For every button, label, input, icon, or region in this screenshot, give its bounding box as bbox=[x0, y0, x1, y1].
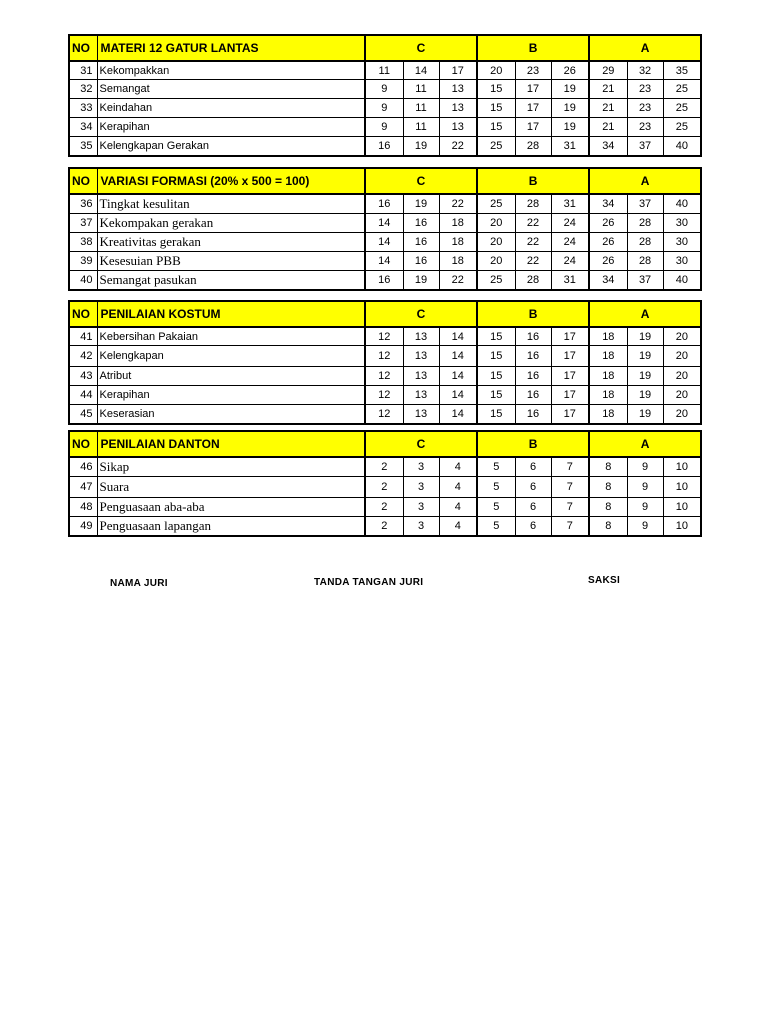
score-cell: 15 bbox=[477, 386, 515, 405]
score-cell: 11 bbox=[403, 99, 439, 118]
score-cell: 5 bbox=[477, 517, 515, 537]
section-header-row bbox=[69, 301, 701, 327]
score-cell: 19 bbox=[403, 194, 439, 214]
section-title: PENILAIAN DANTON bbox=[97, 431, 365, 457]
criteria-row bbox=[69, 271, 701, 291]
criteria-row bbox=[69, 99, 701, 118]
criteria-label: Kekompakan gerakan bbox=[97, 214, 365, 233]
score-cell: 28 bbox=[627, 214, 663, 233]
score-cell: 5 bbox=[477, 477, 515, 498]
criteria-label: Kerapihan bbox=[97, 118, 365, 137]
criteria-row bbox=[69, 137, 701, 157]
score-cell: 25 bbox=[477, 194, 515, 214]
score-cell: 10 bbox=[663, 498, 701, 517]
score-cell: 16 bbox=[515, 386, 551, 405]
score-cell: 15 bbox=[477, 80, 515, 99]
score-cell: 12 bbox=[365, 346, 403, 367]
score-cell: 3 bbox=[403, 498, 439, 517]
criteria-label: Keserasian bbox=[97, 405, 365, 425]
criteria-label: Kekompakkan bbox=[97, 61, 365, 80]
score-cell: 25 bbox=[663, 80, 701, 99]
score-cell: 15 bbox=[477, 405, 515, 425]
criteria-row bbox=[69, 233, 701, 252]
score-cell: 25 bbox=[663, 118, 701, 137]
score-cell: 22 bbox=[439, 271, 477, 291]
criteria-label: Atribut bbox=[97, 367, 365, 386]
no-column-header: NO bbox=[69, 431, 97, 457]
score-cell: 18 bbox=[439, 252, 477, 271]
score-table-kostum bbox=[68, 300, 702, 425]
score-cell: 24 bbox=[551, 214, 589, 233]
score-cell: 23 bbox=[627, 118, 663, 137]
score-cell: 7 bbox=[551, 457, 589, 477]
score-cell: 24 bbox=[551, 252, 589, 271]
score-cell: 19 bbox=[627, 327, 663, 346]
section-title: VARIASI FORMASI (20% x 500 = 100) bbox=[97, 168, 365, 194]
score-cell: 13 bbox=[439, 99, 477, 118]
score-cell: 20 bbox=[663, 367, 701, 386]
score-cell: 20 bbox=[477, 214, 515, 233]
score-cell: 17 bbox=[551, 386, 589, 405]
criteria-label: Kelengkapan bbox=[97, 346, 365, 367]
criteria-row bbox=[69, 386, 701, 405]
score-cell: 16 bbox=[515, 346, 551, 367]
score-cell: 8 bbox=[589, 498, 627, 517]
score-cell: 22 bbox=[439, 137, 477, 157]
nama-juri-label: NAMA JURI bbox=[110, 578, 168, 589]
score-cell: 29 bbox=[589, 61, 627, 80]
score-cell: 20 bbox=[477, 252, 515, 271]
score-cell: 31 bbox=[551, 194, 589, 214]
score-cell: 19 bbox=[627, 346, 663, 367]
row-number: 48 bbox=[69, 498, 97, 517]
score-cell: 17 bbox=[515, 99, 551, 118]
score-cell: 17 bbox=[439, 61, 477, 80]
score-cell: 30 bbox=[663, 214, 701, 233]
score-cell: 9 bbox=[365, 118, 403, 137]
score-cell: 14 bbox=[439, 327, 477, 346]
row-number: 41 bbox=[69, 327, 97, 346]
score-cell: 9 bbox=[627, 517, 663, 537]
score-cell: 17 bbox=[551, 405, 589, 425]
score-cell: 20 bbox=[477, 233, 515, 252]
criteria-row bbox=[69, 405, 701, 425]
score-cell: 5 bbox=[477, 498, 515, 517]
score-cell: 13 bbox=[403, 346, 439, 367]
criteria-label: Semangat pasukan bbox=[97, 271, 365, 291]
score-cell: 19 bbox=[627, 367, 663, 386]
score-cell: 18 bbox=[589, 405, 627, 425]
section-header-row bbox=[69, 168, 701, 194]
grade-group-header-b: B bbox=[477, 301, 589, 327]
score-cell: 11 bbox=[403, 80, 439, 99]
criteria-row bbox=[69, 61, 701, 80]
criteria-row bbox=[69, 194, 701, 214]
row-number: 44 bbox=[69, 386, 97, 405]
row-number: 32 bbox=[69, 80, 97, 99]
score-cell: 16 bbox=[515, 327, 551, 346]
score-cell: 16 bbox=[365, 194, 403, 214]
row-number: 49 bbox=[69, 517, 97, 537]
score-cell: 5 bbox=[477, 457, 515, 477]
score-cell: 40 bbox=[663, 271, 701, 291]
grade-group-header-c: C bbox=[365, 168, 477, 194]
section-title: PENILAIAN KOSTUM bbox=[97, 301, 365, 327]
score-cell: 10 bbox=[663, 517, 701, 537]
score-cell: 14 bbox=[365, 233, 403, 252]
score-cell: 34 bbox=[589, 194, 627, 214]
score-cell: 35 bbox=[663, 61, 701, 80]
score-cell: 6 bbox=[515, 498, 551, 517]
row-number: 36 bbox=[69, 194, 97, 214]
score-cell: 2 bbox=[365, 498, 403, 517]
score-cell: 15 bbox=[477, 118, 515, 137]
score-cell: 12 bbox=[365, 367, 403, 386]
score-cell: 30 bbox=[663, 252, 701, 271]
section-header-row bbox=[69, 431, 701, 457]
score-cell: 22 bbox=[515, 214, 551, 233]
score-cell: 14 bbox=[439, 405, 477, 425]
score-cell: 12 bbox=[365, 386, 403, 405]
grade-group-header-a: A bbox=[589, 301, 701, 327]
score-cell: 14 bbox=[439, 346, 477, 367]
grade-group-header-a: A bbox=[589, 431, 701, 457]
score-cell: 25 bbox=[477, 137, 515, 157]
score-cell: 6 bbox=[515, 477, 551, 498]
row-number: 45 bbox=[69, 405, 97, 425]
score-cell: 6 bbox=[515, 457, 551, 477]
score-cell: 16 bbox=[403, 252, 439, 271]
criteria-row bbox=[69, 252, 701, 271]
row-number: 46 bbox=[69, 457, 97, 477]
score-cell: 25 bbox=[477, 271, 515, 291]
score-cell: 16 bbox=[403, 233, 439, 252]
criteria-label: Tingkat kesulitan bbox=[97, 194, 365, 214]
score-cell: 14 bbox=[365, 252, 403, 271]
score-cell: 19 bbox=[551, 99, 589, 118]
score-cell: 14 bbox=[403, 61, 439, 80]
saksi-label: SAKSI bbox=[588, 575, 621, 586]
score-cell: 17 bbox=[551, 327, 589, 346]
score-cell: 16 bbox=[365, 137, 403, 157]
row-number: 42 bbox=[69, 346, 97, 367]
score-cell: 18 bbox=[589, 367, 627, 386]
row-number: 37 bbox=[69, 214, 97, 233]
score-cell: 7 bbox=[551, 517, 589, 537]
score-cell: 9 bbox=[627, 457, 663, 477]
grade-group-header-b: B bbox=[477, 431, 589, 457]
score-cell: 20 bbox=[477, 61, 515, 80]
score-cell: 31 bbox=[551, 271, 589, 291]
score-cell: 8 bbox=[589, 517, 627, 537]
score-cell: 17 bbox=[551, 367, 589, 386]
tanda-tangan-juri-label: TANDA TANGAN JURI bbox=[314, 577, 424, 588]
score-cell: 14 bbox=[439, 367, 477, 386]
score-cell: 32 bbox=[627, 61, 663, 80]
score-cell: 26 bbox=[589, 252, 627, 271]
score-cell: 19 bbox=[551, 80, 589, 99]
no-column-header: NO bbox=[69, 35, 97, 61]
criteria-label: Kelengkapan Gerakan bbox=[97, 137, 365, 157]
score-cell: 13 bbox=[439, 80, 477, 99]
score-cell: 2 bbox=[365, 457, 403, 477]
score-cell: 31 bbox=[551, 137, 589, 157]
score-cell: 3 bbox=[403, 517, 439, 537]
score-cell: 18 bbox=[439, 233, 477, 252]
grade-group-header-c: C bbox=[365, 35, 477, 61]
criteria-label: Semangat bbox=[97, 80, 365, 99]
score-cell: 15 bbox=[477, 367, 515, 386]
score-cell: 8 bbox=[589, 477, 627, 498]
score-cell: 28 bbox=[515, 137, 551, 157]
score-cell: 19 bbox=[627, 386, 663, 405]
score-cell: 28 bbox=[515, 271, 551, 291]
grade-group-header-b: B bbox=[477, 35, 589, 61]
row-number: 39 bbox=[69, 252, 97, 271]
score-cell: 3 bbox=[403, 457, 439, 477]
score-cell: 25 bbox=[663, 99, 701, 118]
no-column-header: NO bbox=[69, 168, 97, 194]
score-cell: 10 bbox=[663, 477, 701, 498]
score-cell: 16 bbox=[515, 405, 551, 425]
score-cell: 28 bbox=[627, 252, 663, 271]
score-cell: 19 bbox=[403, 137, 439, 157]
score-cell: 22 bbox=[515, 252, 551, 271]
grade-group-header-c: C bbox=[365, 301, 477, 327]
score-cell: 40 bbox=[663, 137, 701, 157]
score-cell: 14 bbox=[439, 386, 477, 405]
score-cell: 19 bbox=[403, 271, 439, 291]
score-cell: 17 bbox=[515, 118, 551, 137]
score-cell: 6 bbox=[515, 517, 551, 537]
row-number: 43 bbox=[69, 367, 97, 386]
score-cell: 2 bbox=[365, 517, 403, 537]
score-cell: 17 bbox=[551, 346, 589, 367]
score-cell: 37 bbox=[627, 271, 663, 291]
score-cell: 8 bbox=[589, 457, 627, 477]
score-table-danton bbox=[68, 430, 702, 537]
score-cell: 17 bbox=[515, 80, 551, 99]
score-cell: 16 bbox=[365, 271, 403, 291]
score-cell: 26 bbox=[551, 61, 589, 80]
criteria-row bbox=[69, 517, 701, 537]
score-cell: 13 bbox=[403, 367, 439, 386]
criteria-row bbox=[69, 367, 701, 386]
score-cell: 20 bbox=[663, 327, 701, 346]
score-cell: 21 bbox=[589, 80, 627, 99]
score-cell: 26 bbox=[589, 233, 627, 252]
score-cell: 4 bbox=[439, 477, 477, 498]
score-cell: 15 bbox=[477, 99, 515, 118]
score-cell: 22 bbox=[515, 233, 551, 252]
score-cell: 11 bbox=[365, 61, 403, 80]
score-cell: 40 bbox=[663, 194, 701, 214]
score-cell: 3 bbox=[403, 477, 439, 498]
score-cell: 24 bbox=[551, 233, 589, 252]
score-cell: 2 bbox=[365, 477, 403, 498]
score-cell: 19 bbox=[551, 118, 589, 137]
criteria-label: Kesesuian PBB bbox=[97, 252, 365, 271]
score-cell: 28 bbox=[627, 233, 663, 252]
grade-group-header-b: B bbox=[477, 168, 589, 194]
row-number: 40 bbox=[69, 271, 97, 291]
score-cell: 20 bbox=[663, 386, 701, 405]
score-cell: 18 bbox=[589, 386, 627, 405]
criteria-label: Suara bbox=[97, 477, 365, 498]
score-cell: 4 bbox=[439, 457, 477, 477]
score-cell: 13 bbox=[403, 386, 439, 405]
criteria-label: Sikap bbox=[97, 457, 365, 477]
criteria-row bbox=[69, 457, 701, 477]
score-cell: 13 bbox=[403, 405, 439, 425]
score-cell: 23 bbox=[515, 61, 551, 80]
score-cell: 28 bbox=[515, 194, 551, 214]
score-cell: 23 bbox=[627, 80, 663, 99]
score-cell: 9 bbox=[627, 498, 663, 517]
criteria-label: Penguasaan lapangan bbox=[97, 517, 365, 537]
criteria-row bbox=[69, 346, 701, 367]
section-title: MATERI 12 GATUR LANTAS bbox=[97, 35, 365, 61]
score-cell: 13 bbox=[403, 327, 439, 346]
score-cell: 14 bbox=[365, 214, 403, 233]
score-cell: 20 bbox=[663, 346, 701, 367]
row-number: 33 bbox=[69, 99, 97, 118]
score-cell: 15 bbox=[477, 327, 515, 346]
score-cell: 34 bbox=[589, 137, 627, 157]
score-cell: 19 bbox=[627, 405, 663, 425]
score-cell: 9 bbox=[365, 80, 403, 99]
criteria-label: Kerapihan bbox=[97, 386, 365, 405]
row-number: 34 bbox=[69, 118, 97, 137]
score-cell: 16 bbox=[403, 214, 439, 233]
score-cell: 4 bbox=[439, 498, 477, 517]
score-cell: 11 bbox=[403, 118, 439, 137]
score-cell: 10 bbox=[663, 457, 701, 477]
criteria-row bbox=[69, 80, 701, 99]
score-cell: 23 bbox=[627, 99, 663, 118]
score-cell: 18 bbox=[589, 327, 627, 346]
criteria-row bbox=[69, 327, 701, 346]
score-cell: 9 bbox=[627, 477, 663, 498]
score-cell: 4 bbox=[439, 517, 477, 537]
score-table-materi-gatur bbox=[68, 34, 702, 157]
score-cell: 7 bbox=[551, 477, 589, 498]
row-number: 47 bbox=[69, 477, 97, 498]
score-cell: 26 bbox=[589, 214, 627, 233]
criteria-label: Kebersihan Pakaian bbox=[97, 327, 365, 346]
section-header-row bbox=[69, 35, 701, 61]
grade-group-header-a: A bbox=[589, 168, 701, 194]
score-cell: 15 bbox=[477, 346, 515, 367]
score-cell: 18 bbox=[439, 214, 477, 233]
score-cell: 12 bbox=[365, 327, 403, 346]
criteria-label: Kreativitas gerakan bbox=[97, 233, 365, 252]
grade-group-header-a: A bbox=[589, 35, 701, 61]
score-cell: 16 bbox=[515, 367, 551, 386]
score-cell: 37 bbox=[627, 194, 663, 214]
score-cell: 9 bbox=[365, 99, 403, 118]
score-cell: 21 bbox=[589, 118, 627, 137]
no-column-header: NO bbox=[69, 301, 97, 327]
criteria-row bbox=[69, 498, 701, 517]
criteria-label: Keindahan bbox=[97, 99, 365, 118]
score-table-variasi-formasi bbox=[68, 167, 702, 291]
row-number: 35 bbox=[69, 137, 97, 157]
criteria-label: Penguasaan aba-aba bbox=[97, 498, 365, 517]
score-cell: 13 bbox=[439, 118, 477, 137]
score-cell: 37 bbox=[627, 137, 663, 157]
score-cell: 34 bbox=[589, 271, 627, 291]
row-number: 38 bbox=[69, 233, 97, 252]
row-number: 31 bbox=[69, 61, 97, 80]
score-cell: 12 bbox=[365, 405, 403, 425]
score-cell: 22 bbox=[439, 194, 477, 214]
criteria-row bbox=[69, 118, 701, 137]
score-cell: 20 bbox=[663, 405, 701, 425]
grade-group-header-c: C bbox=[365, 431, 477, 457]
score-cell: 18 bbox=[589, 346, 627, 367]
score-cell: 30 bbox=[663, 233, 701, 252]
score-cell: 7 bbox=[551, 498, 589, 517]
criteria-row bbox=[69, 214, 701, 233]
criteria-row bbox=[69, 477, 701, 498]
score-cell: 21 bbox=[589, 99, 627, 118]
